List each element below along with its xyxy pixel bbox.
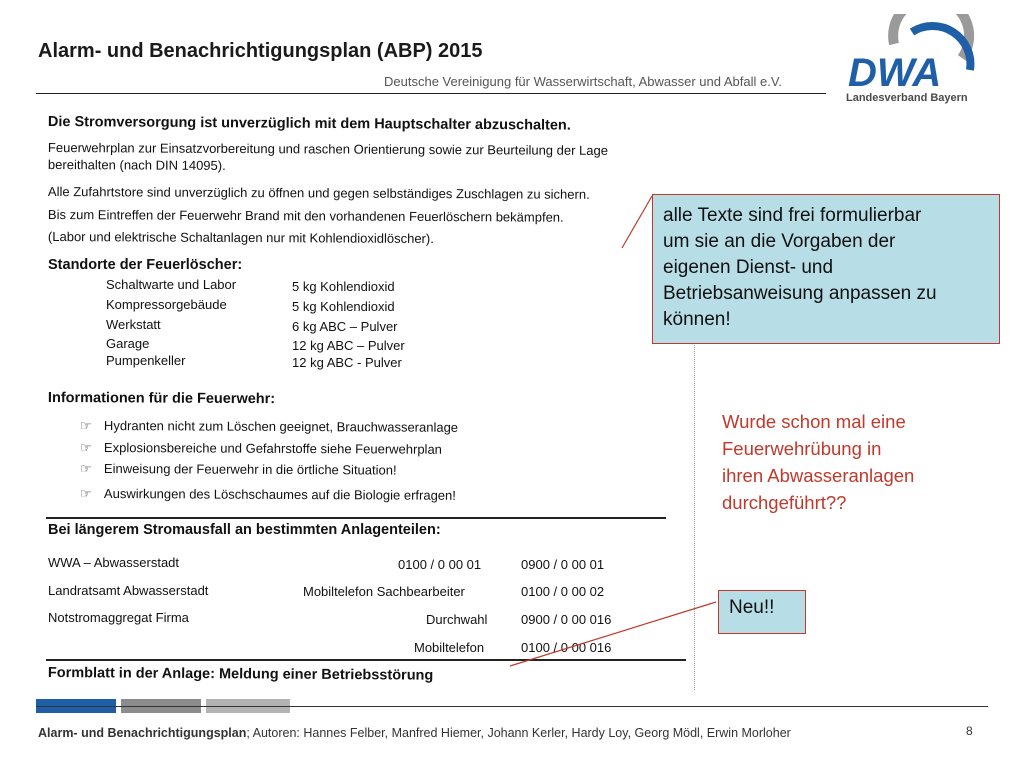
extinguisher-type: 12 kg ABC - Pulver [292,355,402,370]
info-item: Einweisung der Feuerwehr in die örtliche Situation! [103,461,397,478]
extinguisher-type: 5 kg Kohlendioxid [292,299,395,314]
doc-line-co2: (Labor und elektrische Schaltanlagen nur mit Kohlendioxidlöscher). [47,229,434,247]
logo-caption: Landesverband Bayern [846,92,968,104]
footer-divider [36,706,988,707]
contact-number: 0900 / 0 00 016 [521,612,612,627]
extinguisher-place: Werkstatt [106,317,161,332]
extinguisher-place: Schaltwarte und Labor [106,277,237,292]
footer-credits [38,726,791,740]
pointing-hand-icon: ☞ [80,418,92,433]
contact-label: Mobiltelefon [414,640,485,655]
extinguisher-type: 5 kg Kohlendioxid [292,279,395,294]
callout-connector [510,602,716,666]
contact-number: 0900 / 0 00 01 [521,557,605,572]
contact-name: Landratsamt Abwasserstadt [48,583,209,598]
pointing-hand-icon: ☞ [80,486,92,501]
doc-line-extinguish: Bis zum Eintreffen der Feuerwehr Brand mit den vorhandenen Feuerlöschern bekämpfen. [47,207,564,225]
doc-line-firemap-a: Feuerwehrplan zur Einsatzvorbereitung und raschen Orientierung sowie zur Beurteilung der Lage [47,140,609,158]
callout-connector [622,196,652,248]
question-note: Wurde schon mal eine Feuerwehrübung in ihren Abwasseranlagen durchgeführt?? [722,411,915,513]
extinguishers-heading: Standorte der Feuerlöscher: [48,257,243,273]
contact-label: 0100 / 0 00 01 [398,557,482,572]
contact-name: Notstromaggregat Firma [48,610,189,625]
contact-label: Durchwahl [426,612,488,627]
new-callout-text: Neu!! [729,597,775,618]
extinguisher-place: Pumpenkeller [106,353,186,368]
extinguisher-type: 6 kg ABC – Pulver [292,319,398,334]
contact-label: Mobiltelefon Sachbearbeiter [303,584,465,599]
info-heading: Informationen für die Feuerwehr: [47,390,276,408]
organization-subtitle: Deutsche Vereinigung für Wasserwirtschaft, Abwasser und Abfall e.V. [384,74,782,89]
contact-number: 0100 / 0 00 016 [521,640,612,655]
form-reference: Formblatt in der Anlage: Meldung einer Betriebsstörung [47,665,434,684]
power-failure-heading: Bei längerem Stromausfall an bestimmten Anlagenteilen: [48,522,441,538]
contact-number: 0100 / 0 00 02 [521,584,605,599]
page-number: 8 [966,724,973,738]
doc-line-firemap-b: bereithalten (nach DIN 14095). [47,157,226,173]
info-item: Auswirkungen des Löschschaumes auf die Biologie erfragen! [103,486,456,503]
footer-authors: ; Autoren: Hannes Felber, Manfred Hiemer, Johann Kerler, Hardy Loy, Georg Mödl, Erwin Morloher [246,726,791,740]
extinguisher-place: Garage [106,336,150,351]
note-callout-box [652,194,1000,344]
note-callout-text: alle Texte sind frei formulierbar um sie an die Vorgaben der eigenen Dienst- und Betriebsanweisung anpassen zu können! [663,205,937,330]
new-callout-box [718,590,806,634]
info-item: Hydranten nicht zum Löschen geeignet, Brauchwasseranlage [103,418,459,435]
doc-line-power-off: Die Stromversorgung ist unverzüglich mit dem Hauptschalter abzuschalten. [47,114,571,134]
page-title: Alarm- und Benachrichtigungsplan (ABP) 2015 [38,40,483,62]
logo-wordmark: DWA [848,51,942,95]
extinguisher-type: 12 kg ABC – Pulver [292,338,405,353]
footer-title: Alarm- und Benachrichtigungsplan [38,726,247,740]
pointing-hand-icon: ☞ [80,461,92,476]
extinguisher-place: Kompressorgebäude [106,297,227,312]
contact-name: WWA – Abwasserstadt [48,555,180,570]
doc-line-gates: Alle Zufahrtstore sind unverzüglich zu öffnen und gegen selbständiges Zuschlagen zu sichern. [47,184,590,202]
pointing-hand-icon: ☞ [80,440,92,455]
info-item: Explosionsbereiche und Gefahrstoffe siehe Feuerwehrplan [103,440,442,457]
